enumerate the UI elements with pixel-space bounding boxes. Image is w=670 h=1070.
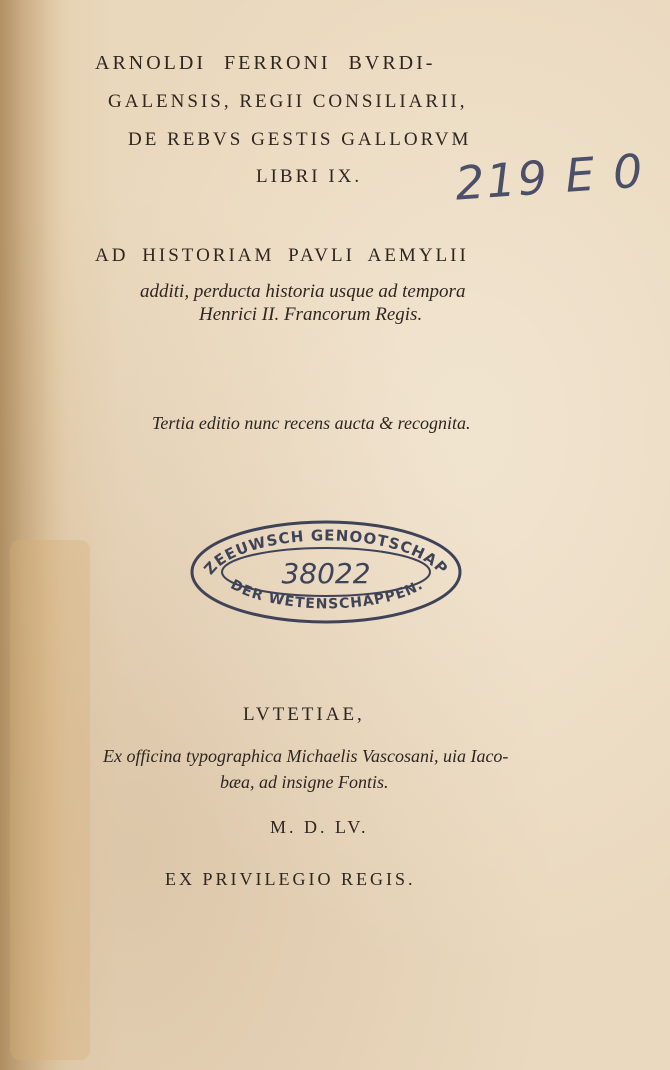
subtitle-line-1: AD HISTORIAM PAVLI AEMYLII: [95, 245, 469, 266]
imprint-line-2: bæa, ad insigne Fontis.: [220, 772, 389, 792]
title-line-3: DE REBVS GESTIS GALLORVM: [128, 129, 472, 150]
subtitle-line-3: Henrici II. Francorum Regis.: [199, 304, 423, 325]
imprint-line-1: Ex officina typographica Michaelis Vascosani, uia Iaco-: [103, 746, 509, 766]
title-line-2: GALENSIS, REGII CONSILIARII,: [108, 91, 468, 112]
imprint-place: LVTETIAE,: [243, 704, 365, 725]
imprint-year: M. D. LV.: [270, 817, 369, 837]
title-line-1: ARNOLDI FERRONI BVRDI-: [95, 52, 436, 74]
stamp-top-text: ZEEUWSCH GENOOTSCHAP: [200, 526, 452, 579]
edition-statement: Tertia editio nunc recens aucta & recognita.: [152, 413, 471, 433]
subtitle-line-2: additi, perducta historia usque ad tempora: [140, 281, 466, 302]
paper-stain: [10, 540, 90, 1060]
library-stamp: [188, 518, 464, 626]
stamp-bottom-text: DER WETENSCHAPPEN.: [227, 576, 427, 613]
imprint-privilege: EX PRIVILEGIO REGIS.: [165, 869, 416, 889]
stamp-number: 38022: [281, 557, 371, 590]
handwritten-shelfmark: 219 E 0: [453, 143, 647, 211]
title-line-4: LIBRI IX.: [256, 166, 363, 187]
